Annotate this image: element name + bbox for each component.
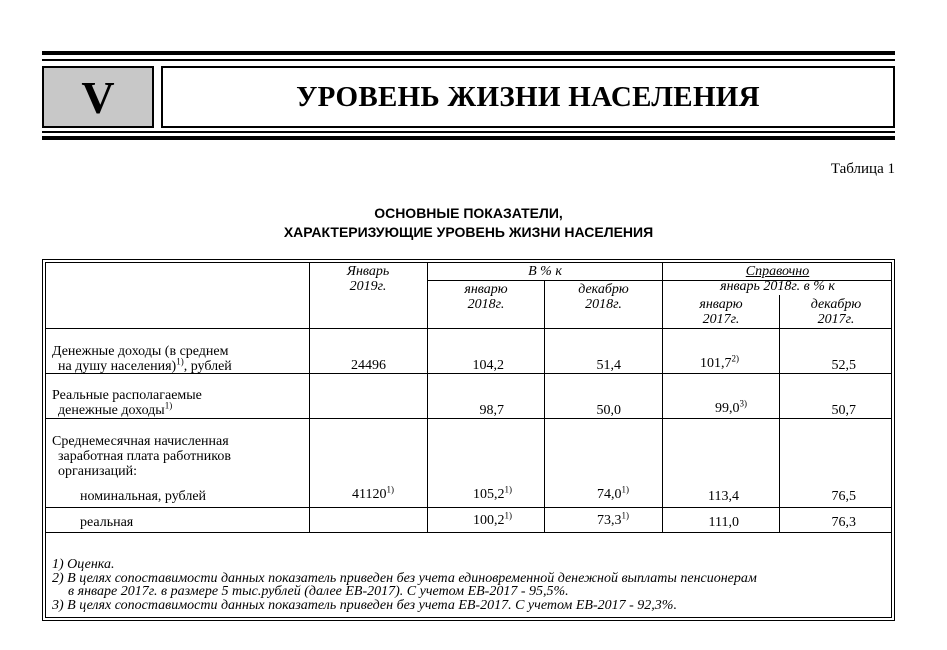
col-header-jan2019-line1: Январь	[346, 264, 390, 279]
row-label-real-income	[52, 388, 307, 418]
cell-real-wage-jan2018	[428, 510, 512, 528]
footnote-3: 3) В целях сопоставимости данных показатель приведен без учета ЕВ-2017. С учетом ЕВ-2017 - 92,3%.	[52, 597, 677, 613]
footnote-ref: 1)	[386, 484, 394, 495]
cell-real-wage-jan2017: 111,0	[708, 515, 739, 530]
row-label-real-income-part: денежные доходы	[58, 403, 165, 418]
col-header-ref-line2: январь 2018г. в % к	[720, 279, 835, 294]
grid-line	[45, 328, 892, 329]
cell-income-jan2017	[663, 353, 739, 371]
row-label-wage-line2: заработная плата работников	[58, 449, 231, 464]
cell-income-jan2019: 24496	[351, 358, 386, 373]
row-label-nominal: номинальная, рублей	[80, 489, 207, 504]
section-number-box	[42, 66, 154, 128]
cell-income-dec2017: 52,5	[831, 358, 856, 373]
table-heading-line1: ОСНОВНЫЕ ПОКАЗАТЕЛИ,	[374, 205, 563, 221]
row-label-income-part: на душу населения)	[58, 359, 177, 374]
footnote-ref: 1)	[621, 484, 629, 495]
col-header-ref-group	[663, 264, 892, 294]
col-header-dec2017-line1: декабрю	[810, 297, 862, 312]
cell-income-jan2018: 104,2	[472, 358, 504, 373]
grid-line	[45, 532, 892, 533]
col-header-dec2018-line1: декабрю	[578, 282, 629, 297]
col-header-jan2017-line1: январю	[699, 297, 743, 312]
top-rule-thick	[42, 51, 895, 55]
row-label-income-line1: Денежные доходы (в среднем	[52, 344, 229, 359]
col-header-dec2017	[780, 297, 892, 327]
footnote-ref: 2)	[731, 353, 739, 364]
footnote-ref: 1)	[621, 510, 629, 521]
footnote-ref: 1)	[176, 356, 184, 367]
cell-value: 73,3	[597, 513, 622, 528]
row-label-income-line2	[52, 356, 307, 374]
footnote-ref: 1)	[504, 510, 512, 521]
cell-income-dec2018: 51,4	[596, 358, 621, 373]
bottom-rule-thick	[42, 136, 895, 140]
top-rule-thin	[42, 59, 895, 61]
section-number: V	[81, 71, 115, 123]
bottom-rule-thin	[42, 131, 895, 133]
cell-value: 100,2	[473, 513, 505, 528]
row-label-wage-line1: Среднемесячная начисленная	[52, 434, 229, 449]
cell-nominal-jan2018	[428, 484, 512, 502]
cell-nominal-jan2019	[310, 484, 394, 502]
row-label-real-income-line2	[52, 400, 307, 418]
col-header-pct-group: В % к	[528, 264, 562, 279]
col-header-jan2018	[428, 282, 544, 312]
col-header-jan2019-line2: 2019г.	[349, 279, 387, 294]
table-heading-line2: ХАРАКТЕРИЗУЮЩИЕ УРОВЕНЬ ЖИЗНИ НАСЕЛЕНИЯ	[283, 224, 654, 240]
footnote-2-line1: 2) В целях сопоставимости данных показатель приведен без учета единовременной денежной выплаты пенсионерам	[52, 570, 757, 586]
grid-line	[45, 418, 892, 419]
cell-real-income-dec2018: 50,0	[596, 403, 621, 418]
col-header-dec2017-line2: 2017г.	[817, 312, 855, 327]
col-header-ref-line1: Справочно	[745, 264, 810, 279]
row-label-real-wage: реальная	[80, 515, 134, 530]
row-label-real-income-line1: Реальные располагаемые	[52, 388, 202, 403]
cell-nominal-dec2018	[545, 484, 629, 502]
cell-nominal-dec2017: 76,5	[831, 489, 856, 504]
footnote-ref: 1)	[164, 400, 173, 411]
footnotes	[52, 558, 888, 612]
cell-value: 105,2	[473, 487, 505, 502]
table-heading	[42, 204, 895, 242]
cell-value: 99,0	[715, 401, 740, 416]
footnote-1: 1) Оценка.	[52, 557, 115, 572]
table-label: Таблица 1	[830, 161, 895, 177]
grid-line	[45, 507, 892, 508]
footnote-ref: 1)	[504, 484, 512, 495]
row-label-income	[52, 344, 307, 374]
col-header-jan2019	[310, 264, 426, 294]
row-label-wage	[52, 434, 307, 479]
cell-nominal-jan2017: 113,4	[708, 489, 739, 504]
footnote-2-line2: в январе 2017г. в размере 5 тыс.рублей (далее ЕВ-2017). С учетом ЕВ-2017 - 95,5%.	[68, 584, 569, 599]
cell-real-income-dec2017: 50,7	[831, 403, 856, 418]
row-label-wage-line3: организаций:	[58, 464, 138, 479]
col-header-dec2018	[545, 282, 662, 312]
col-header-jan2017-line2: 2017г.	[702, 312, 740, 327]
cell-value: 74,0	[597, 487, 622, 502]
cell-real-wage-dec2018	[545, 510, 629, 528]
cell-value: 101,7	[700, 356, 732, 371]
cell-value: 41120	[352, 487, 387, 502]
cell-real-income-jan2018: 98,7	[479, 403, 504, 418]
section-title: УРОВЕНЬ ЖИЗНИ НАСЕЛЕНИЯ	[296, 80, 760, 113]
cell-real-wage-dec2017: 76,3	[831, 515, 856, 530]
col-header-jan2018-line1: январю	[464, 282, 508, 297]
footnote-ref: 3)	[739, 398, 747, 409]
cell-real-income-jan2017	[663, 398, 747, 416]
row-label-income-part: , рублей	[183, 359, 232, 374]
col-header-jan2018-line2: 2018г.	[467, 297, 505, 312]
section-title-box	[161, 66, 895, 128]
col-header-jan2017	[663, 297, 779, 327]
col-header-dec2018-line2: 2018г.	[585, 297, 622, 312]
